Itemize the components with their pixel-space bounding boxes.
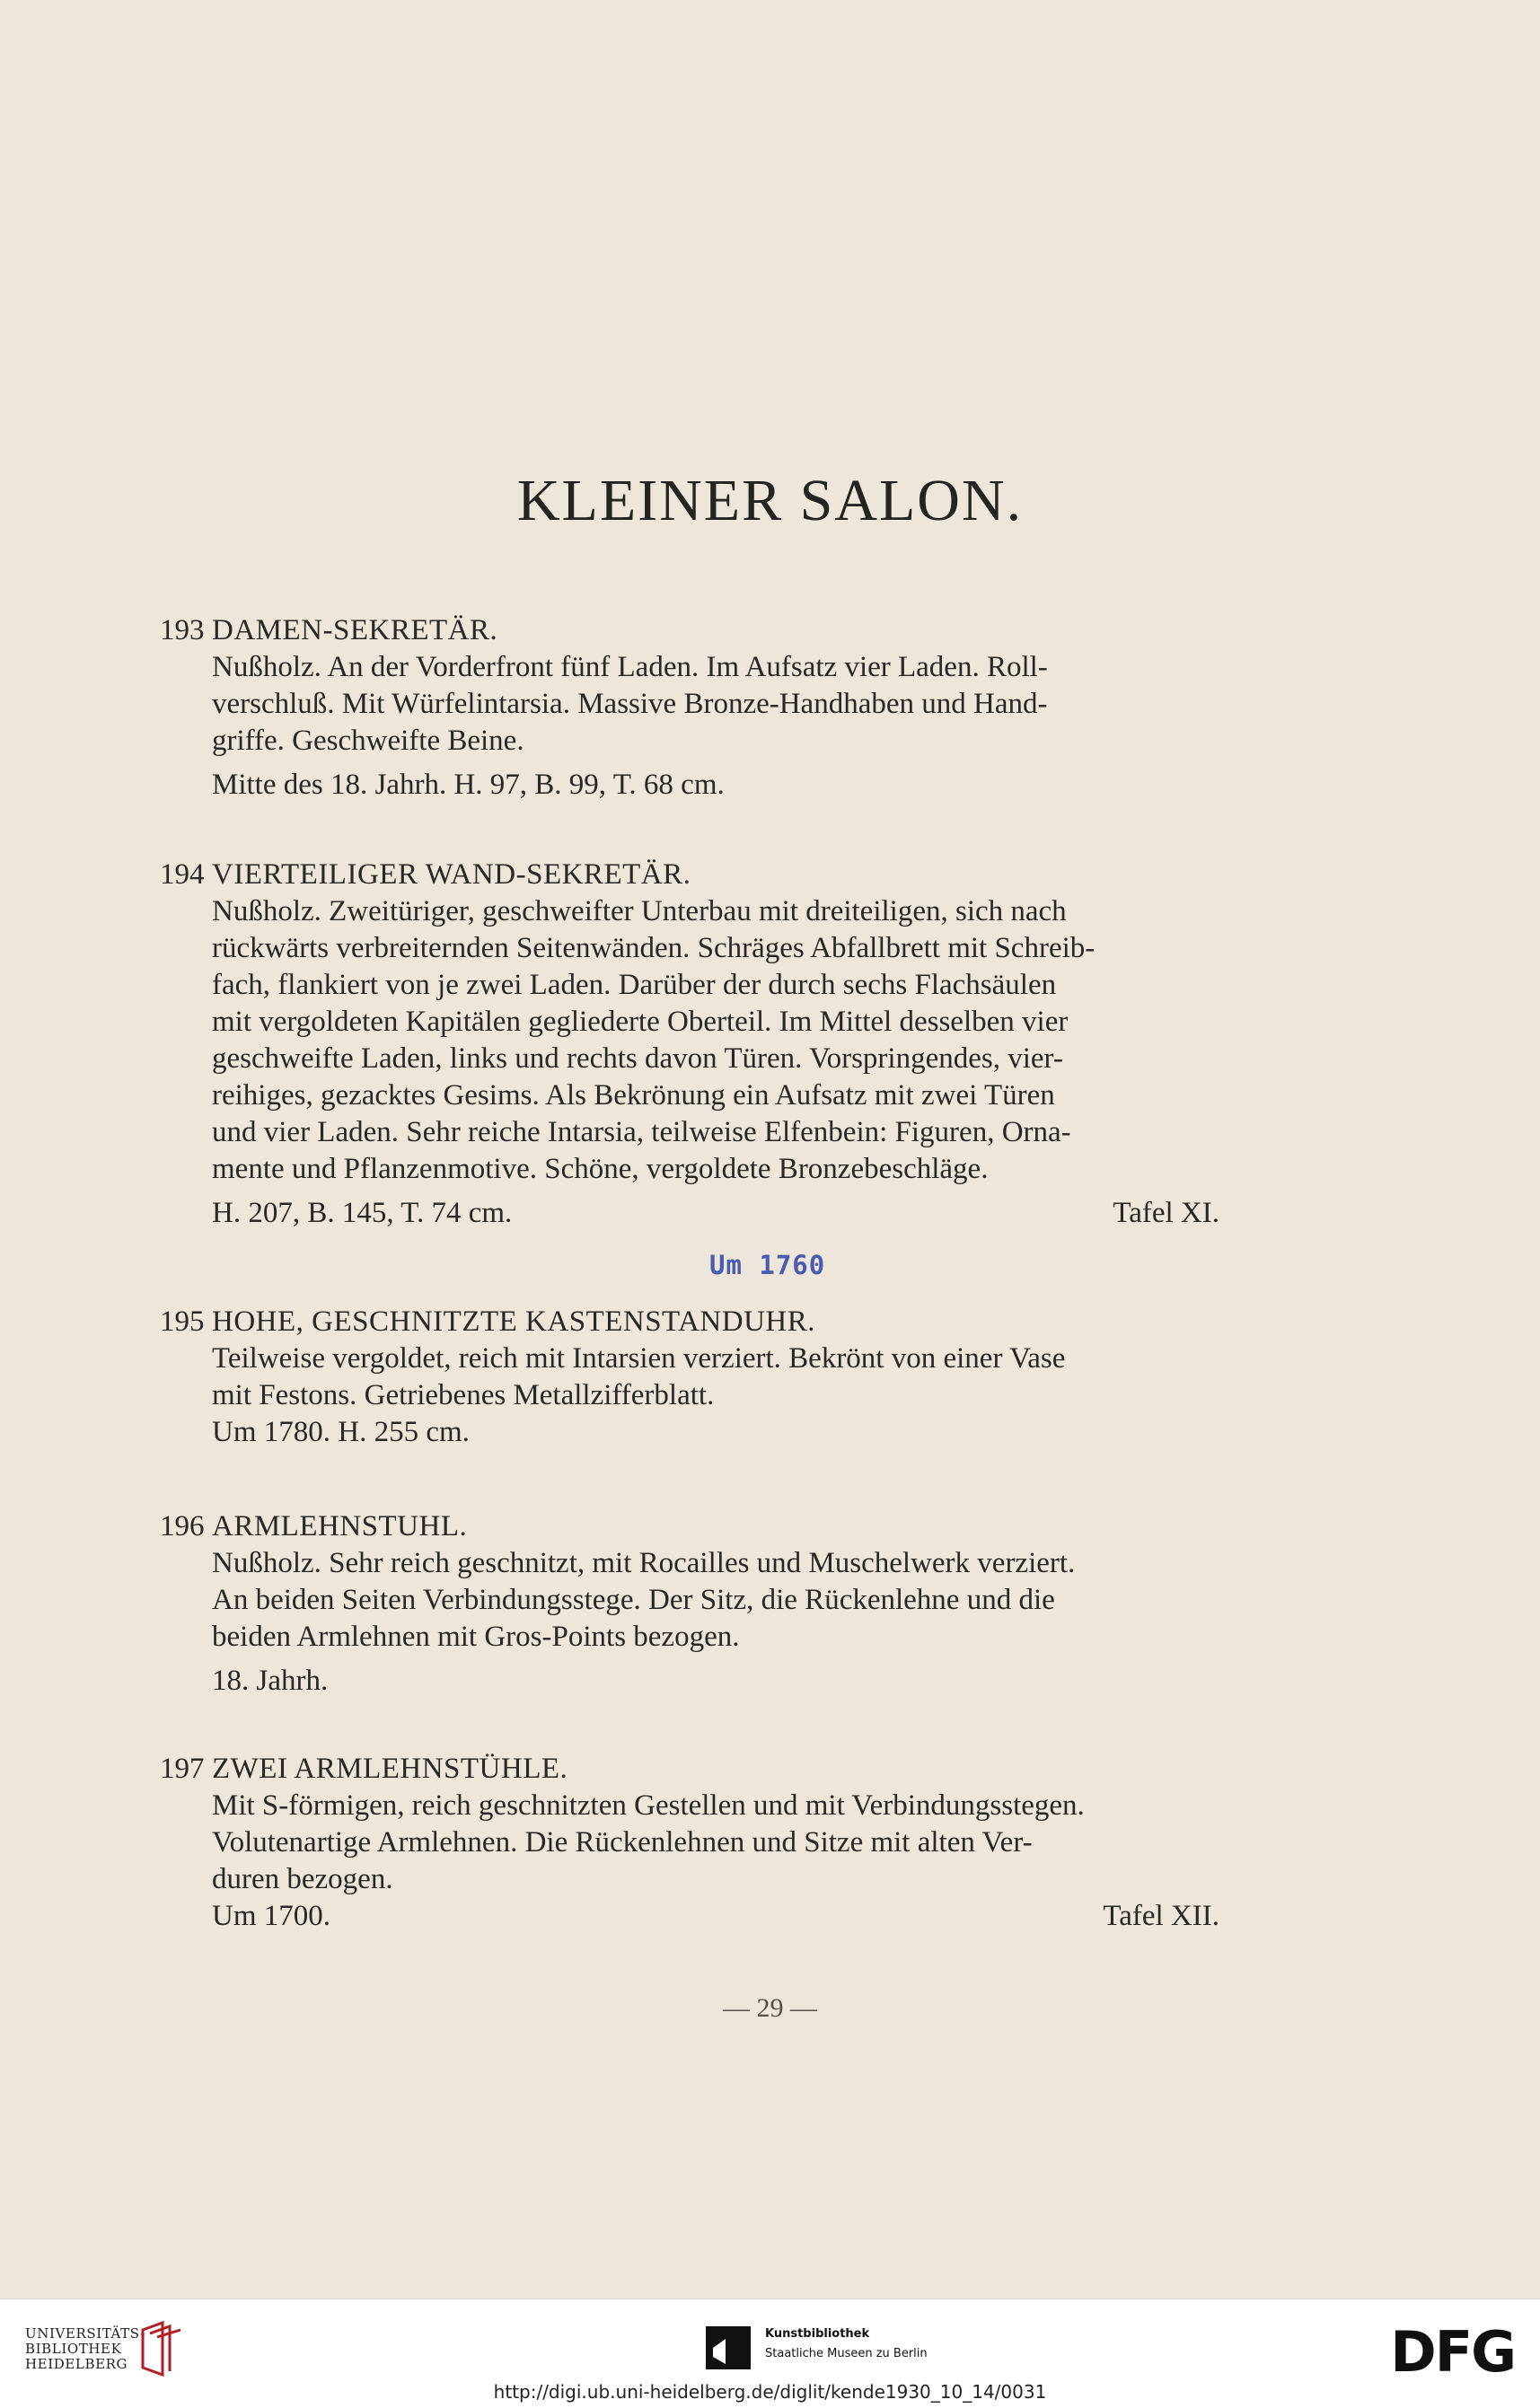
entry-number: 193 xyxy=(160,614,205,646)
description-line: griffe. Geschweifte Beine. xyxy=(212,725,524,757)
description-line: duren bezogen. xyxy=(212,1863,393,1895)
entry-name: ARMLEHNSTUHL. xyxy=(212,1510,468,1542)
date-stamp: Um 1760 xyxy=(709,1250,826,1280)
university-library-label: UNIVERSITÄTS- BIBLIOTHEK HEIDELBERG xyxy=(25,2325,145,2372)
description-line: Mit S-förmigen, reich geschnitzten Gestellen und mit Verbindungsstegen. xyxy=(212,1789,1085,1822)
kunstbibliothek-logo-icon xyxy=(702,2323,756,2373)
description-line: An beiden Seiten Verbindungsstege. Der Sitz, die Rückenlehne und die xyxy=(212,1584,1055,1616)
plate-reference: Tafel XI. xyxy=(1113,1197,1219,1229)
page-number: — 29 — xyxy=(723,1993,817,2023)
catalog-entry-197 xyxy=(160,1751,1219,1935)
entry-description xyxy=(212,893,1219,1188)
description-line: verschluß. Mit Würfelintarsia. Massive Bronze-Handhaben und Hand- xyxy=(212,688,1048,720)
catalog-entry-195 xyxy=(160,1304,1219,1451)
description-line: rückwärts verbreiternden Seitenwänden. Schräges Abfallbrett mit Schreib- xyxy=(212,932,1096,964)
entry-name: DAMEN-SEKRETÄR. xyxy=(212,614,498,646)
catalog-entry-196 xyxy=(160,1508,1219,1700)
entry-number: 195 xyxy=(160,1305,205,1338)
description-line: geschweifte Laden, links und rechts davon Türen. Vorspringendes, vier- xyxy=(212,1042,1063,1075)
description-line: Volutenartige Armlehnen. Die Rückenlehnen und Sitze mit alten Ver- xyxy=(212,1826,1033,1859)
university-library-logo-icon xyxy=(139,2321,186,2377)
description-line: reihiges, gezacktes Gesims. Als Bekrönung ein Aufsatz mit zwei Türen xyxy=(212,1079,1055,1112)
entry-description xyxy=(212,649,1219,760)
catalog-entry-193 xyxy=(160,612,1219,804)
description-line: fach, flankiert von je zwei Laden. Darüber der durch sechs Flachsäulen xyxy=(212,969,1057,1001)
kunstbibliothek-label: Kunstbibliothek Staatliche Museen zu Berlin xyxy=(765,2327,928,2360)
entry-dimensions: Mitte des 18. Jahrh. H. 97, B. 99, T. 68 cm. xyxy=(212,769,725,801)
entry-description xyxy=(212,1788,1219,1898)
entry-name: VIERTEILIGER WAND-SEKRETÄR. xyxy=(212,858,691,891)
entry-name: HOHE, GESCHNITZTE KASTENSTANDUHR. xyxy=(212,1305,815,1338)
entry-dimensions: Um 1700. xyxy=(212,1900,330,1932)
plate-reference: Tafel XII. xyxy=(1103,1900,1219,1932)
page-title: KLEINER SALON. xyxy=(516,468,1024,533)
description-line: Teilweise vergoldet, reich mit Intarsien verziert. Bekrönt von einer Vase xyxy=(212,1342,1066,1375)
source-url[interactable]: http://digi.ub.uni-heidelberg.de/diglit/kende1930_10_14/0031 xyxy=(493,2381,1047,2403)
entry-description xyxy=(212,1340,1219,1414)
entry-dimensions: 18. Jahrh. xyxy=(212,1665,329,1697)
description-line: mit vergoldeten Kapitälen gegliederte Oberteil. Im Mittel desselben vier xyxy=(212,1006,1069,1038)
dfg-logo: DFG xyxy=(1390,2319,1515,2385)
digitization-footer xyxy=(0,2298,1540,2408)
entry-number: 194 xyxy=(160,858,205,891)
description-line: Nußholz. Sehr reich geschnitzt, mit Rocailles und Muschelwerk verziert. xyxy=(212,1547,1076,1579)
description-line: mit Festons. Getriebenes Metallzifferblatt. xyxy=(212,1379,715,1411)
description-line: Nußholz. An der Vorderfront fünf Laden. Im Aufsatz vier Laden. Roll- xyxy=(212,651,1048,683)
description-line: und vier Laden. Sehr reiche Intarsia, teilweise Elfenbein: Figuren, Orna- xyxy=(212,1116,1071,1148)
entry-number: 196 xyxy=(160,1510,205,1542)
entry-dimensions: H. 207, B. 145, T. 74 cm. xyxy=(212,1197,513,1229)
entry-name: ZWEI ARMLEHNSTÜHLE. xyxy=(212,1753,568,1785)
entry-dimensions: Um 1780. H. 255 cm. xyxy=(212,1416,470,1448)
description-line: mente und Pflanzenmotive. Schöne, vergoldete Bronzebeschläge. xyxy=(212,1153,989,1185)
catalog-entry-194 xyxy=(160,857,1219,1232)
entry-number: 197 xyxy=(160,1753,205,1785)
description-line: beiden Armlehnen mit Gros-Points bezogen. xyxy=(212,1621,740,1653)
entry-description xyxy=(212,1545,1219,1656)
description-line: Nußholz. Zweitüriger, geschweifter Unterbau mit dreiteiligen, sich nach xyxy=(212,895,1067,927)
